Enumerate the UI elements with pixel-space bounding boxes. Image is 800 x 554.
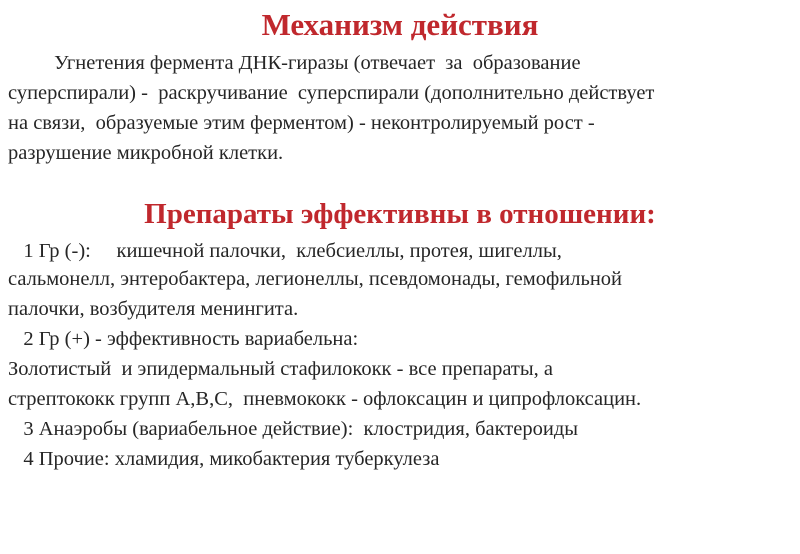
other-pathogens-line: 4 Прочие: хламидия, микобактерия туберкулеза: [8, 448, 440, 470]
gram-positive-line-1: 2 Гр (+) - эффективность вариабельна:: [8, 328, 359, 350]
gram-negative-line-3: палочки, возбудителя менингита.: [8, 298, 299, 320]
gram-negative-line-1: 1 Гр (-): кишечной палочки, клебсиеллы, протея, шигеллы,: [8, 240, 562, 262]
anaerobes-line: 3 Анаэробы (вариабельное действие): клостридия, бактероиды: [8, 418, 579, 440]
gram-positive-line-3: стрептококк групп А,В,С, пневмококк - офлоксацин и ципрофлоксацин.: [8, 388, 642, 410]
gram-positive-line-2: Золотистый и эпидермальный стафилококк - все препараты, а: [8, 358, 554, 380]
gram-negative-line-2: сальмонелл, энтеробактера, легионеллы, псевдомонады, гемофильной: [8, 268, 623, 290]
mechanism-line-3: на связи, образуемые этим ферментом) - неконтролируемый рост -: [8, 112, 595, 134]
slide-title: Механизм действия: [261, 7, 539, 42]
mechanism-line-1: Угнетения фермента ДНК-гиразы (отвечает за образование: [8, 52, 581, 74]
mechanism-line-2: суперспирали) - раскручивание суперспирали (дополнительно действует: [8, 82, 655, 104]
mechanism-line-4: разрушение микробной клетки.: [8, 142, 284, 164]
effectiveness-heading: Препараты эффективны в отношении:: [144, 198, 656, 230]
